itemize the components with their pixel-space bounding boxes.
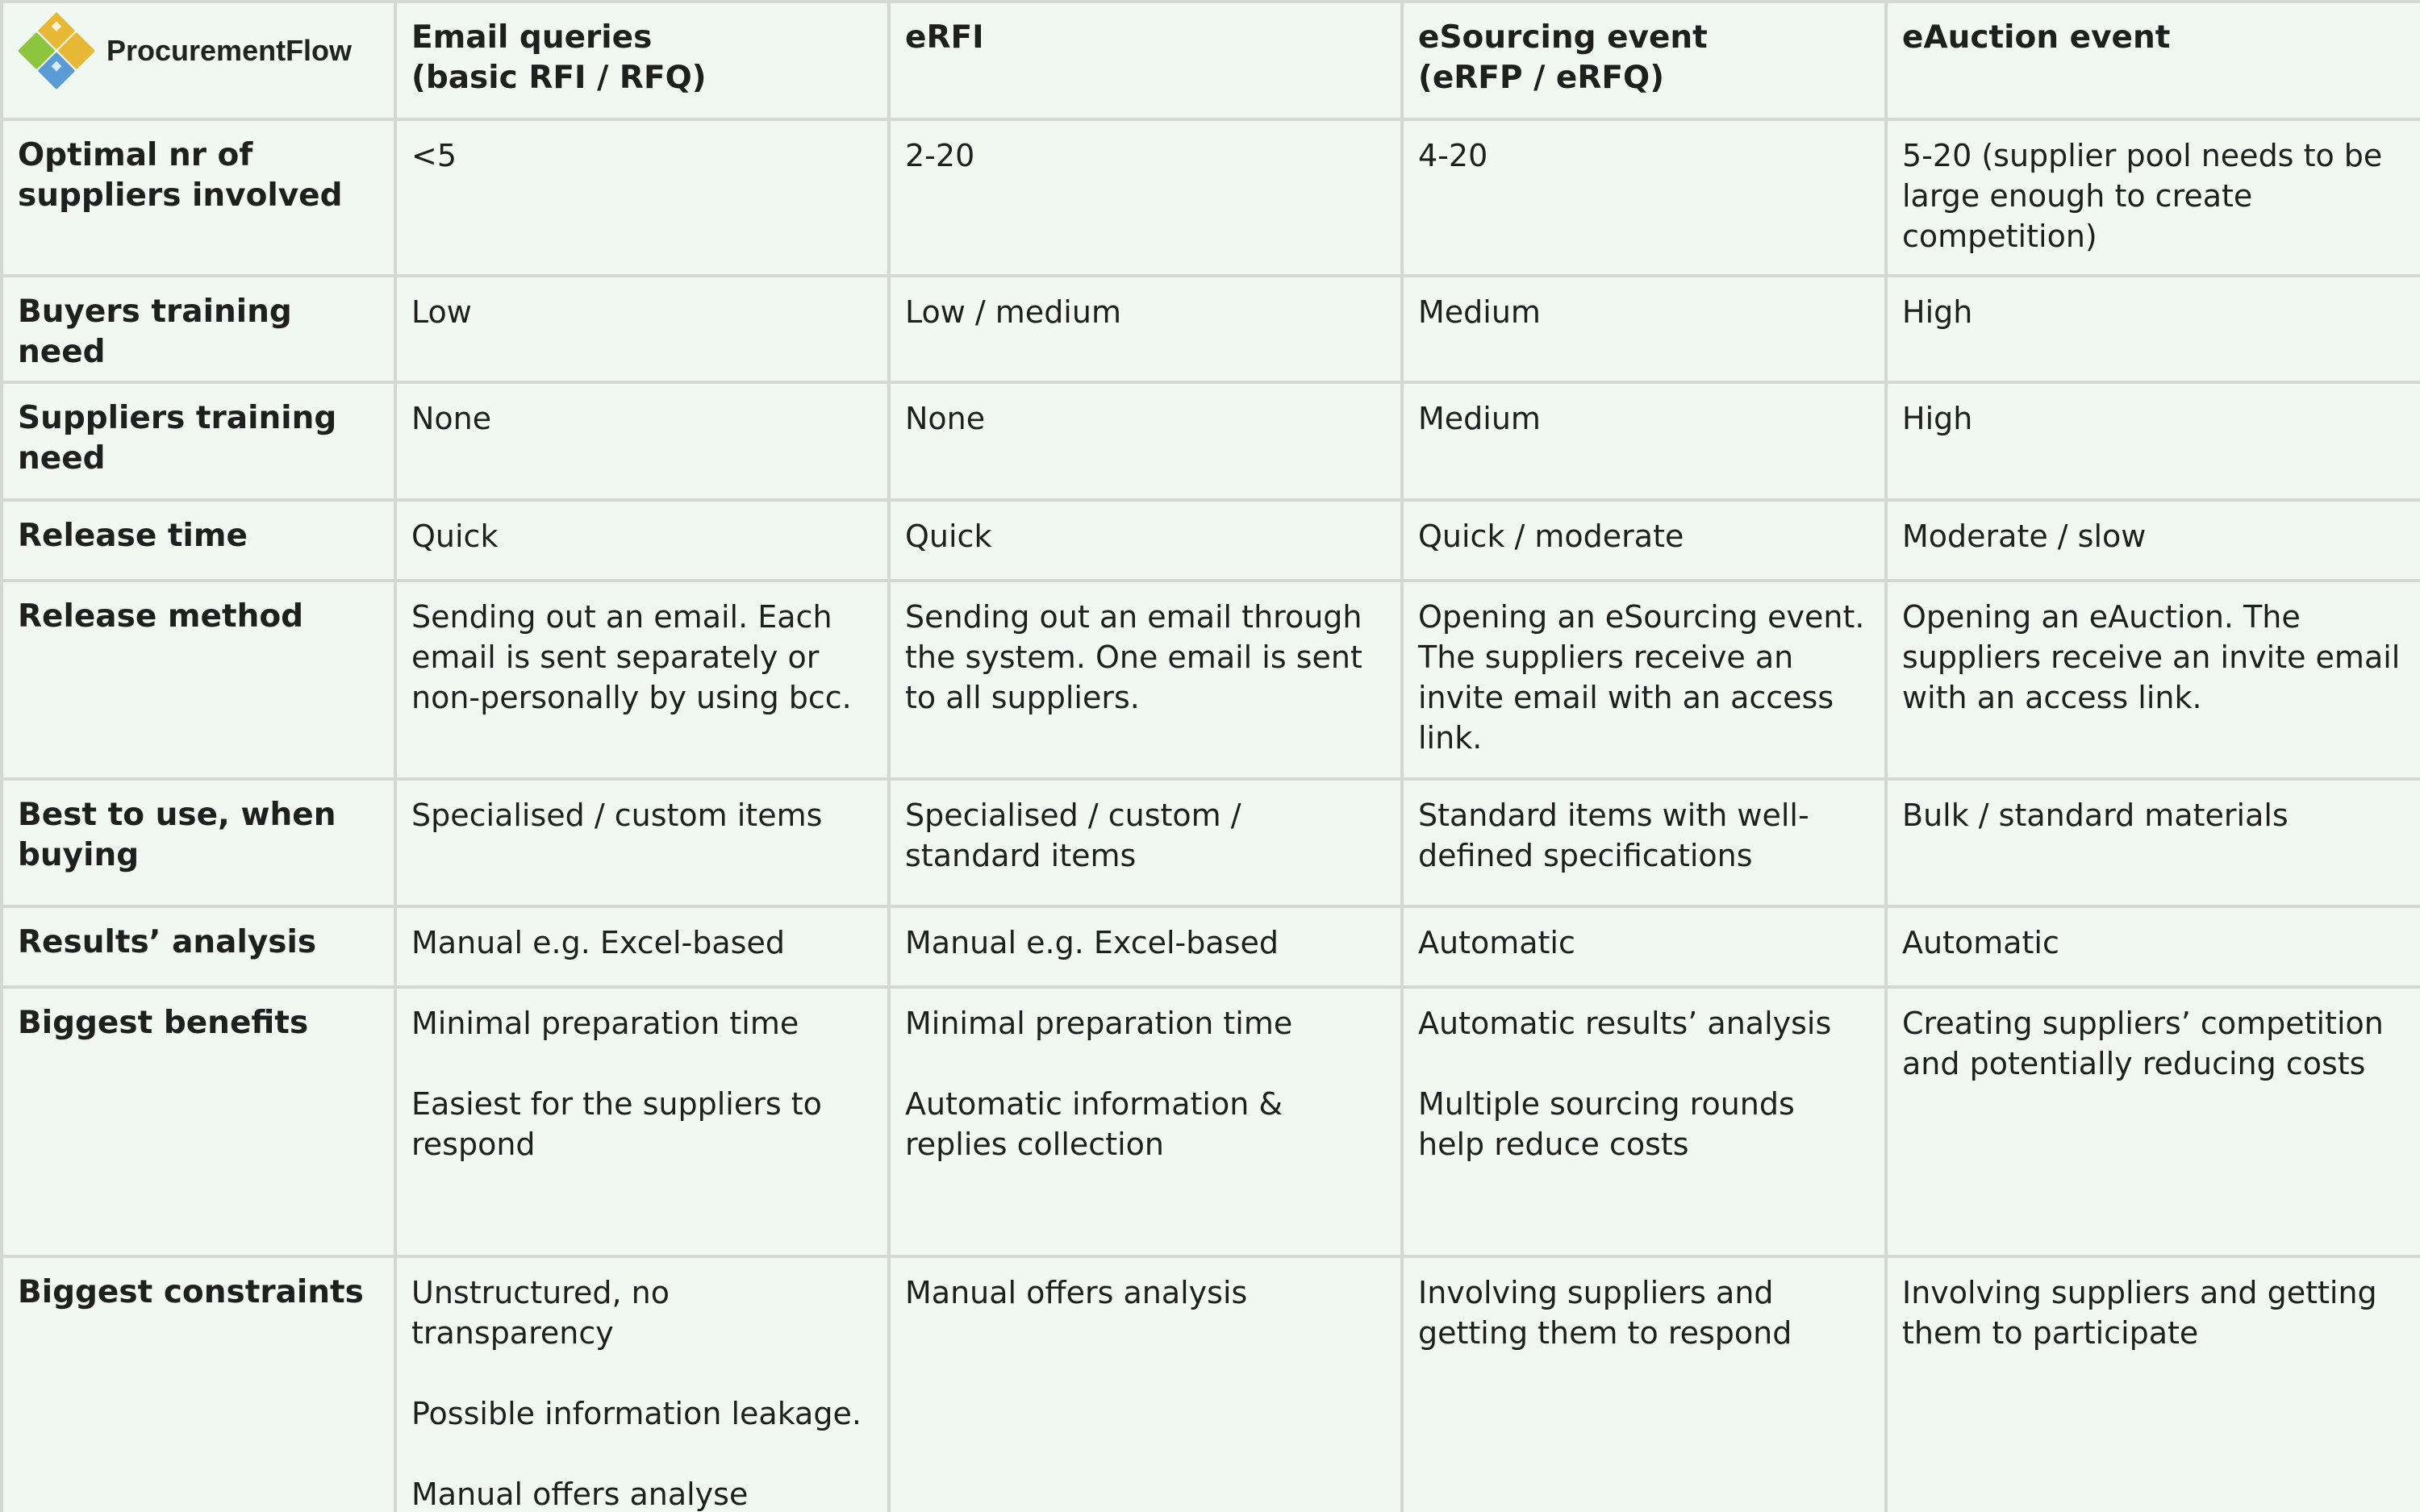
column-header-line: eRFI <box>905 19 984 56</box>
table-cell <box>889 581 1402 779</box>
cell-text: Opening an eSourcing event. The suppliers receive an invite email with an access link. <box>1418 599 1865 756</box>
cell-text: 5-20 (supplier pool needs to be large enough to create competition) <box>1902 138 2383 254</box>
row-results-analysis <box>2 906 2420 987</box>
column-header-line: Email queries <box>411 19 653 56</box>
table-cell <box>889 906 1402 987</box>
cell-text: Medium <box>1418 401 1541 436</box>
cell-text: Quick <box>905 519 992 554</box>
cell-text: High <box>1902 401 1973 436</box>
cell-text: Involving suppliers and getting them to respond <box>1418 1275 1792 1351</box>
row-release-time <box>2 500 2420 581</box>
table-cell <box>1886 382 2420 500</box>
table-cell <box>1402 779 1886 906</box>
row-biggest-constraints <box>2 1256 2420 1512</box>
row-buyers-training <box>2 276 2420 382</box>
table-cell <box>395 987 889 1256</box>
cell-text: Manual e.g. Excel-based <box>411 925 785 960</box>
procurementflow-logo-icon <box>18 12 95 90</box>
cell-text: Sending out an email through the system. One email is sent to all suppliers. <box>905 599 1362 715</box>
column-header-eauction-event <box>1886 2 2420 119</box>
table-cell <box>395 382 889 500</box>
table-cell <box>1886 906 2420 987</box>
cell-text: <5 <box>411 138 457 173</box>
cell-text: Automatic <box>1418 925 1575 960</box>
cell-text: Automatic information & replies collection <box>905 1086 1283 1162</box>
logo-cell <box>2 2 395 119</box>
cell-text: Creating suppliers’ competition and potentially reducing costs <box>1902 1006 2384 1081</box>
cell-text: Low / medium <box>905 294 1121 330</box>
table-cell <box>395 906 889 987</box>
table-cell <box>1886 119 2420 276</box>
cell-text: Opening an eAuction. The suppliers receive an invite email with an access link. <box>1902 599 2401 715</box>
cell-text: Quick <box>411 519 499 554</box>
table-cell <box>1402 987 1886 1256</box>
table-cell <box>1402 581 1886 779</box>
row-suppliers-training <box>2 382 2420 500</box>
cell-text: Manual offers analyse <box>411 1477 749 1512</box>
cell-text: 4-20 <box>1418 138 1488 173</box>
column-header-line: (eRFP / eRFQ) <box>1418 60 1665 96</box>
table-cell <box>1402 1256 1886 1512</box>
row-label: Suppliers training need <box>2 382 395 500</box>
row-biggest-benefits <box>2 987 2420 1256</box>
row-label: Buyers training need <box>2 276 395 382</box>
table-cell <box>889 382 1402 500</box>
cell-text: Low <box>411 294 472 330</box>
table-cell <box>889 500 1402 581</box>
table-cell <box>889 987 1402 1256</box>
table-cell <box>889 276 1402 382</box>
column-header-esourcing-event <box>1402 2 1886 119</box>
column-header-line: eAuction event <box>1902 19 2171 56</box>
table-cell <box>395 500 889 581</box>
cell-text: Moderate / slow <box>1902 519 2147 554</box>
row-label: Best to use, when buying <box>2 779 395 906</box>
cell-text: Standard items with well-defined specifications <box>1418 798 1809 873</box>
table-cell <box>889 779 1402 906</box>
cell-text: Manual e.g. Excel-based <box>905 925 1279 960</box>
table-cell <box>395 119 889 276</box>
cell-text: Multiple sourcing rounds help reduce costs <box>1418 1086 1795 1162</box>
column-header-line: eSourcing event <box>1418 19 1708 56</box>
cell-text: Specialised / custom / standard items <box>905 798 1241 873</box>
table-cell <box>1402 906 1886 987</box>
table-cell <box>1886 779 2420 906</box>
table-cell <box>1402 382 1886 500</box>
cell-text: Sending out an email. Each email is sent separately or non-personally by using bcc. <box>411 599 852 715</box>
table-cell <box>1886 500 2420 581</box>
brand-name: ProcurementFlow <box>106 34 353 67</box>
table-cell <box>395 581 889 779</box>
table-cell <box>1886 1256 2420 1512</box>
cell-text: Bulk / standard materials <box>1902 798 2289 833</box>
row-release-method <box>2 581 2420 779</box>
brand-logo <box>18 6 382 95</box>
table-cell <box>395 276 889 382</box>
cell-text: Automatic results’ analysis <box>1418 1006 1832 1041</box>
cell-text: High <box>1902 294 1973 330</box>
cell-text: Specialised / custom items <box>411 798 823 833</box>
table-cell <box>889 119 1402 276</box>
row-label: Release method <box>2 581 395 779</box>
column-header-email-queries <box>395 2 889 119</box>
cell-text: Automatic <box>1902 925 2059 960</box>
cell-text: Possible information leakage. <box>411 1396 862 1431</box>
table-cell <box>1402 276 1886 382</box>
cell-text: None <box>905 401 986 436</box>
cell-text: Medium <box>1418 294 1541 330</box>
table-cell <box>395 1256 889 1512</box>
header-row <box>2 2 2420 119</box>
row-label: Biggest benefits <box>2 987 395 1256</box>
table-cell <box>1402 500 1886 581</box>
cell-text: Minimal preparation time <box>905 1006 1293 1041</box>
table-cell <box>1886 276 2420 382</box>
table-cell <box>1886 987 2420 1256</box>
cell-text: 2-20 <box>905 138 975 173</box>
cell-text: Easiest for the suppliers to respond <box>411 1086 822 1162</box>
table-cell <box>1886 581 2420 779</box>
cell-text: Unstructured, no transparency <box>411 1275 670 1351</box>
cell-text: Quick / moderate <box>1418 519 1684 554</box>
cell-text: Manual offers analysis <box>905 1275 1248 1310</box>
table-cell <box>889 1256 1402 1512</box>
row-label: Release time <box>2 500 395 581</box>
cell-text: Minimal preparation time <box>411 1006 799 1041</box>
row-label: Optimal nr of suppliers involved <box>2 119 395 276</box>
row-optimal-suppliers <box>2 119 2420 276</box>
cell-text: Involving suppliers and getting them to participate <box>1902 1275 2377 1351</box>
table-cell <box>1402 119 1886 276</box>
column-header-erfi <box>889 2 1402 119</box>
row-label: Biggest constraints <box>2 1256 395 1512</box>
cell-text: None <box>411 401 492 436</box>
column-header-line: (basic RFI / RFQ) <box>411 60 707 96</box>
table-cell <box>395 779 889 906</box>
row-label: Results’ analysis <box>2 906 395 987</box>
row-best-to-use <box>2 779 2420 906</box>
